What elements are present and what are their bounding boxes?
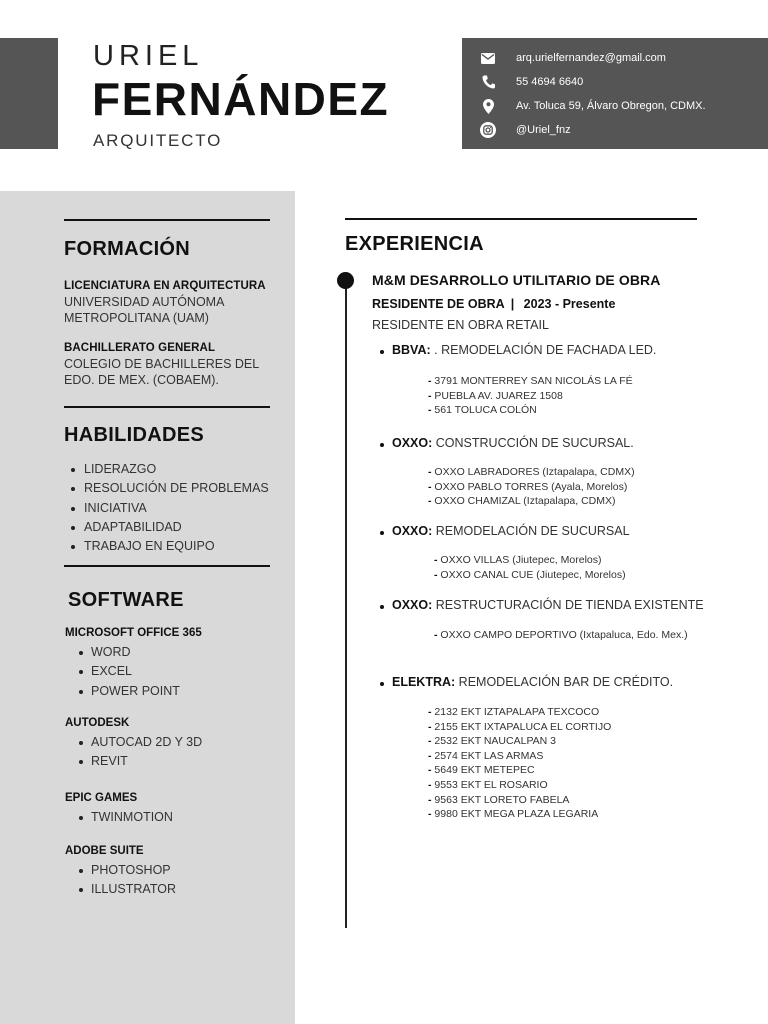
project-item <box>378 675 673 689</box>
software-group <box>65 841 176 900</box>
education-degree: LICENCIATURA EN ARQUITECTURA <box>64 280 266 292</box>
timeline-line <box>345 281 347 928</box>
project-description: RESTRUCTURACIÓN DE TIENDA EXISTENTE <box>432 598 704 612</box>
formacion-heading: FORMACIÓN <box>64 238 191 260</box>
site-item: - 5649 EKT METEPEC <box>428 763 611 778</box>
site-item: - 2532 EKT NAUCALPAN 3 <box>428 734 611 749</box>
project-description: CONSTRUCCIÓN DE SUCURSAL. <box>432 436 634 450</box>
project-sites <box>434 628 688 643</box>
software-item: TWINMOTION <box>65 808 173 827</box>
formacion-divider <box>64 219 270 221</box>
project-sites <box>428 465 635 509</box>
experiencia-heading: EXPERIENCIA <box>345 233 484 255</box>
contact-email: arq.urielfernandez@gmail.com <box>516 52 666 64</box>
project-description: . REMODELACIÓN DE FACHADA LED. <box>430 343 657 357</box>
project-description: REMODELACIÓN DE SUCURSAL <box>432 524 630 538</box>
skill-item: LIDERAZGO <box>64 460 269 479</box>
education-item <box>64 340 289 388</box>
site-item: - OXXO CANAL CUE (Jiutepec, Morelos) <box>434 568 626 583</box>
software-item: AUTOCAD 2D Y 3D <box>65 733 202 752</box>
project-item <box>378 436 634 450</box>
site-item: - OXXO CAMPO DEPORTIVO (Ixtapaluca, Edo. Mex.) <box>434 628 688 643</box>
education-degree: BACHILLERATO GENERAL <box>64 342 216 354</box>
site-item: - OXXO VILLAS (Jiutepec, Morelos) <box>434 553 626 568</box>
site-item: - 9563 EKT LORETO FABELA <box>428 793 611 808</box>
site-item: - 2155 EKT IXTAPALUCA EL CORTIJO <box>428 720 611 735</box>
contact-social-row[interactable] <box>480 118 768 142</box>
site-item: - PUEBLA AV. JUAREZ 1508 <box>428 389 633 404</box>
project-sites <box>428 374 633 418</box>
contact-phone: 55 4694 6640 <box>516 76 584 88</box>
first-name: URIEL <box>93 40 204 72</box>
role-title: RESIDENTE DE OBRA <box>372 297 505 311</box>
profession: ARQUITECTO <box>93 131 223 150</box>
software-item: PHOTOSHOP <box>65 861 176 880</box>
skills-list <box>64 460 269 556</box>
software-group-title: EPIC GAMES <box>65 792 138 804</box>
job-role <box>372 297 615 311</box>
software-item: EXCEL <box>65 662 202 681</box>
software-item: ILLUSTRATOR <box>65 880 176 899</box>
last-name: FERNÁNDEZ <box>92 73 390 125</box>
software-group-title: MICROSOFT OFFICE 365 <box>65 627 202 639</box>
software-group <box>65 623 202 701</box>
software-group <box>65 788 173 827</box>
role-description: RESIDENTE EN OBRA RETAIL <box>372 318 549 332</box>
company-name: M&M DESARROLLO UTILITARIO DE OBRA <box>372 272 661 288</box>
site-item: - 3791 MONTERREY SAN NICOLÁS LA FÉ <box>428 374 633 389</box>
project-client: OXXO: <box>392 598 433 612</box>
contact-email-row[interactable] <box>480 46 768 70</box>
skill-item: ADAPTABILIDAD <box>64 518 269 537</box>
education-item <box>64 278 289 326</box>
software-group-title: ADOBE SUITE <box>65 845 144 857</box>
site-item: - OXXO PABLO TORRES (Ayala, Morelos) <box>428 480 635 495</box>
contact-address-row <box>480 94 768 118</box>
phone-icon <box>480 74 496 90</box>
instagram-icon <box>480 122 496 138</box>
site-item: - 9980 EKT MEGA PLAZA LEGARIA <box>428 807 611 822</box>
experiencia-divider <box>345 218 697 220</box>
contact-box <box>462 38 768 149</box>
project-client: BBVA: <box>392 343 431 357</box>
site-item: - 9553 EKT EL ROSARIO <box>428 778 611 793</box>
skill-item: RESOLUCIÓN DE PROBLEMAS <box>64 479 269 498</box>
header-accent-block <box>0 38 58 149</box>
software-group <box>65 713 202 772</box>
project-sites <box>428 705 611 822</box>
site-item: - 2574 EKT LAS ARMAS <box>428 749 611 764</box>
mail-icon <box>480 50 496 66</box>
software-divider <box>64 565 270 567</box>
software-group-title: AUTODESK <box>65 717 130 729</box>
role-separator: | <box>510 297 515 311</box>
project-item <box>378 598 704 612</box>
site-item: - 561 TOLUCA COLÓN <box>428 403 633 418</box>
contact-social: @Uriel_fnz <box>516 124 571 136</box>
software-heading: SOFTWARE <box>68 589 184 611</box>
education-institution: COLEGIO DE BACHILLERES DEL EDO. DE MEX. (COBAEM). <box>64 357 259 387</box>
project-sites <box>434 553 626 582</box>
contact-phone-row[interactable] <box>480 70 768 94</box>
software-item: POWER POINT <box>65 682 202 701</box>
contact-address: Av. Toluca 59, Álvaro Obregon, CDMX. <box>516 100 706 112</box>
project-description: REMODELACIÓN BAR DE CRÉDITO. <box>455 675 674 689</box>
project-client: OXXO: <box>392 524 433 538</box>
education-institution: UNIVERSIDAD AUTÓNOMA METROPOLITANA (UAM) <box>64 295 224 325</box>
location-pin-icon <box>480 98 496 114</box>
project-client: OXXO: <box>392 436 433 450</box>
project-item <box>378 524 630 538</box>
habilidades-divider <box>64 406 270 408</box>
software-item: REVIT <box>65 752 202 771</box>
skill-item: TRABAJO EN EQUIPO <box>64 537 269 556</box>
project-client: ELEKTRA: <box>392 675 456 689</box>
site-item: - OXXO CHAMIZAL (Iztapalapa, CDMX) <box>428 494 635 509</box>
project-item <box>378 343 656 357</box>
role-period: 2023 - Presente <box>523 297 616 311</box>
software-item: WORD <box>65 643 202 662</box>
site-item: - OXXO LABRADORES (Iztapalapa, CDMX) <box>428 465 635 480</box>
timeline-dot <box>337 272 354 289</box>
skill-item: INICIATIVA <box>64 499 269 518</box>
habilidades-heading: HABILIDADES <box>64 424 204 446</box>
site-item: - 2132 EKT IZTAPALAPA TEXCOCO <box>428 705 611 720</box>
